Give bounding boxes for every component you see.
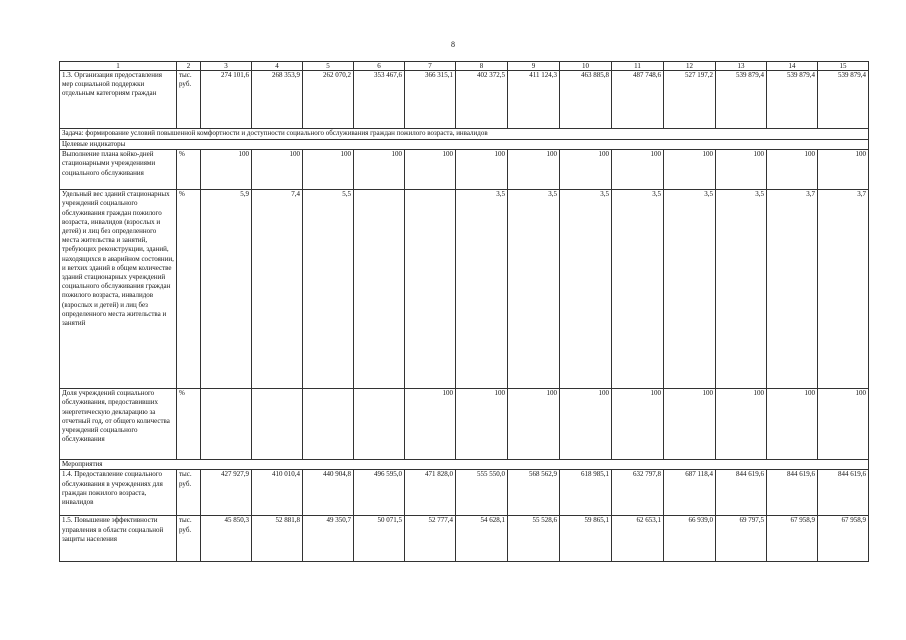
value-cell: 100 <box>716 389 767 460</box>
column-header: 1 <box>60 62 177 71</box>
column-header: 10 <box>560 62 612 71</box>
value-cell: 366 315,1 <box>405 71 456 129</box>
value-cell: 353 467,6 <box>354 71 405 129</box>
program-table <box>59 61 869 562</box>
row-unit: тыс. руб. <box>177 516 201 562</box>
page-number: 8 <box>451 40 455 49</box>
table-row <box>60 190 869 389</box>
value-cell: 3,5 <box>612 190 664 389</box>
row-unit: % <box>177 190 201 389</box>
value-cell: 3,5 <box>560 190 612 389</box>
row-name: Удельный вес зданий стационарных учреждений социального обслуживания граждан пожилого возраста, инвалидов (взрослых и детей) и лиц без определенного места жительства и занятий, требующих реконструкции, зданий, находящихся в аварийном состоянии, и ветхих зданий в общем количестве зданий стационарных учреждений социального обслуживания граждан пожилого возраста, инвалидов (взрослых и детей) и лиц без определенного места жительства и занятий <box>60 190 177 389</box>
value-cell: 100 <box>201 150 252 190</box>
value-cell: 100 <box>405 150 456 190</box>
value-cell: 3,7 <box>818 190 869 389</box>
value-cell: 100 <box>612 150 664 190</box>
value-cell: 687 118,4 <box>664 470 716 516</box>
value-cell: 100 <box>560 389 612 460</box>
value-cell: 67 958,9 <box>818 516 869 562</box>
value-cell: 3,5 <box>508 190 560 389</box>
value-cell: 52 881,8 <box>252 516 303 562</box>
row-unit: тыс. руб. <box>177 470 201 516</box>
target-indicators-label: Целевые индикаторы <box>60 140 869 150</box>
row-name: Выполнение плана койко-дней стационарными учреждениями социального обслуживания <box>60 150 177 190</box>
row-name: 1.3. Организация предоставления мер социальной поддержки отдельным категориям граждан <box>60 71 177 129</box>
value-cell: 54 628,1 <box>456 516 508 562</box>
column-header: 9 <box>508 62 560 71</box>
value-cell: 527 197,2 <box>664 71 716 129</box>
value-cell: 844 619,6 <box>716 470 767 516</box>
value-cell: 5,5 <box>303 190 354 389</box>
value-cell: 3,5 <box>456 190 508 389</box>
value-cell: 410 010,4 <box>252 470 303 516</box>
column-header: 7 <box>405 62 456 71</box>
value-cell: 539 879,4 <box>716 71 767 129</box>
value-cell: 100 <box>818 150 869 190</box>
row-name: 1.5. Повышение эффективности управления в области социальной защиты населения <box>60 516 177 562</box>
value-cell: 3,5 <box>664 190 716 389</box>
table-row <box>60 516 869 562</box>
value-cell: 59 865,1 <box>560 516 612 562</box>
value-cell: 463 885,8 <box>560 71 612 129</box>
value-cell: 555 550,0 <box>456 470 508 516</box>
value-cell: 539 879,4 <box>818 71 869 129</box>
column-header: 14 <box>767 62 818 71</box>
value-cell: 100 <box>612 389 664 460</box>
value-cell: 67 958,9 <box>767 516 818 562</box>
value-cell: 49 350,7 <box>303 516 354 562</box>
value-cell: 100 <box>716 150 767 190</box>
value-cell: 100 <box>303 150 354 190</box>
value-cell: 69 797,5 <box>716 516 767 562</box>
value-cell: 100 <box>508 150 560 190</box>
row-unit: % <box>177 389 201 460</box>
task-row <box>60 129 869 140</box>
column-header: 15 <box>818 62 869 71</box>
value-cell: 844 619,6 <box>767 470 818 516</box>
value-cell: 100 <box>508 389 560 460</box>
header-row <box>60 62 869 71</box>
section-row <box>60 460 869 470</box>
value-cell: 844 619,6 <box>818 470 869 516</box>
value-cell <box>252 389 303 460</box>
value-cell: 411 124,3 <box>508 71 560 129</box>
column-header: 11 <box>612 62 664 71</box>
value-cell: 100 <box>767 389 818 460</box>
value-cell: 487 748,6 <box>612 71 664 129</box>
row-name: 1.4. Предоставление социального обслуживания в учреждениях для граждан пожилого возраста, инвалидов <box>60 470 177 516</box>
value-cell: 7,4 <box>252 190 303 389</box>
value-cell: 100 <box>252 150 303 190</box>
value-cell: 440 904,8 <box>303 470 354 516</box>
value-cell: 100 <box>664 389 716 460</box>
value-cell <box>405 190 456 389</box>
value-cell: 100 <box>664 150 716 190</box>
table-row <box>60 150 869 190</box>
column-header: 4 <box>252 62 303 71</box>
value-cell <box>303 389 354 460</box>
value-cell: 55 528,6 <box>508 516 560 562</box>
value-cell: 262 070,2 <box>303 71 354 129</box>
events-label: Мероприятия <box>60 460 869 470</box>
value-cell: 100 <box>560 150 612 190</box>
value-cell: 3,7 <box>767 190 818 389</box>
row-unit: % <box>177 150 201 190</box>
value-cell: 5,9 <box>201 190 252 389</box>
value-cell: 496 595,0 <box>354 470 405 516</box>
value-cell: 100 <box>456 389 508 460</box>
value-cell: 539 879,4 <box>767 71 818 129</box>
table-row <box>60 389 869 460</box>
value-cell: 402 372,5 <box>456 71 508 129</box>
value-cell <box>354 389 405 460</box>
value-cell: 274 101,6 <box>201 71 252 129</box>
value-cell: 471 828,0 <box>405 470 456 516</box>
row-unit: тыс. руб. <box>177 71 201 129</box>
column-header: 5 <box>303 62 354 71</box>
value-cell: 427 927,9 <box>201 470 252 516</box>
value-cell: 62 653,1 <box>612 516 664 562</box>
value-cell: 100 <box>354 150 405 190</box>
row-name: Доля учреждений социального обслуживания, предоставивших энергетическую декларацию за отчетный год, от общего количества учреждений социального обслуживания <box>60 389 177 460</box>
value-cell: 100 <box>405 389 456 460</box>
value-cell <box>201 389 252 460</box>
value-cell: 52 777,4 <box>405 516 456 562</box>
value-cell: 632 797,8 <box>612 470 664 516</box>
value-cell <box>354 190 405 389</box>
column-header: 6 <box>354 62 405 71</box>
value-cell: 568 562,9 <box>508 470 560 516</box>
table-row <box>60 470 869 516</box>
value-cell: 66 939,0 <box>664 516 716 562</box>
value-cell: 268 353,9 <box>252 71 303 129</box>
column-header: 8 <box>456 62 508 71</box>
value-cell: 100 <box>456 150 508 190</box>
table-row <box>60 71 869 129</box>
value-cell: 50 071,5 <box>354 516 405 562</box>
value-cell: 100 <box>818 389 869 460</box>
value-cell: 100 <box>767 150 818 190</box>
column-header: 3 <box>201 62 252 71</box>
value-cell: 45 850,3 <box>201 516 252 562</box>
value-cell: 3,5 <box>716 190 767 389</box>
column-header: 2 <box>177 62 201 71</box>
value-cell: 618 985,1 <box>560 470 612 516</box>
task-label: Задача: формирование условий повышенной комфортности и доступности социального обслуживания граждан пожилого возраста, инвалидов <box>60 129 869 140</box>
column-header: 13 <box>716 62 767 71</box>
section-row <box>60 140 869 150</box>
column-header: 12 <box>664 62 716 71</box>
